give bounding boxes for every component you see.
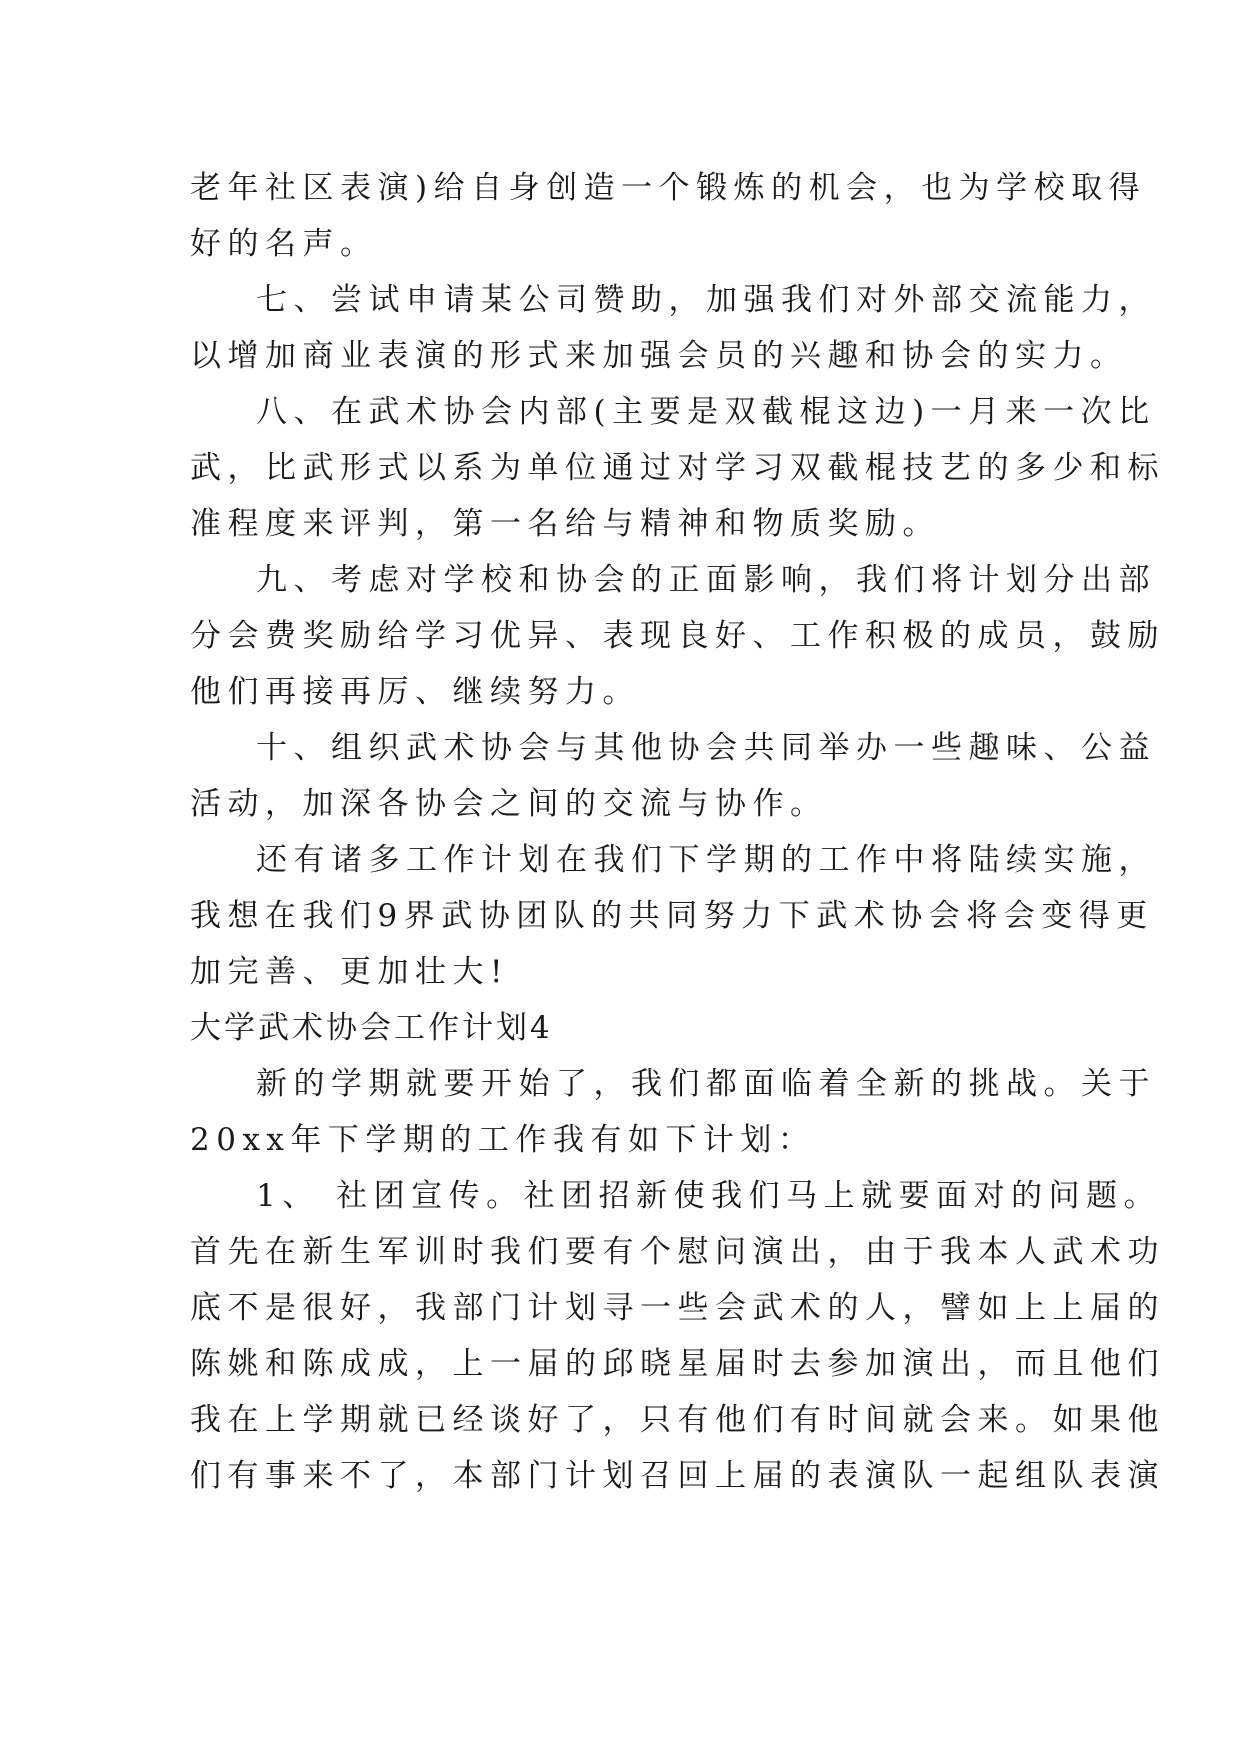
text-line-15: 加完善、更加壮大!	[190, 954, 509, 990]
text-line-22: 陈姚和陈成成，上一届的邱晓星届时去参加演出，而且他们	[190, 1346, 1165, 1382]
text-line-18: 20xx年下学期的工作我有如下计划：	[190, 1122, 816, 1158]
text-line-2: 好的名声。	[190, 226, 378, 262]
text-line-21: 底不是很好，我部门计划寻一些会武术的人，譬如上上届的	[190, 1290, 1165, 1326]
item-1-paragraph: 1、 社团宣传。社团招新使我们马上就要面对的问题。	[256, 1178, 1162, 1214]
document-body	[190, 160, 1165, 1504]
closing-paragraph: 还有诸多工作计划在我们下学期的工作中将陆续实施，	[256, 842, 1156, 878]
item-7-paragraph: 七、尝试申请某公司赞助，加强我们对外部交流能力，	[256, 282, 1156, 318]
text-line-1: 老年社区表演)给自身创造一个锻炼的机会，也为学校取得	[190, 170, 1147, 206]
text-line-4: 以增加商业表演的形式来加强会员的兴趣和协会的实力。	[190, 338, 1128, 374]
text-line-7: 准程度来评判，第一名给与精神和物质奖励。	[190, 506, 940, 542]
item-9-paragraph: 九、考虑对学校和协会的正面影响，我们将计划分出部	[256, 562, 1156, 598]
intro-paragraph: 新的学期就要开始了，我们都面临着全新的挑战。关于	[256, 1066, 1156, 1102]
item-8-paragraph: 八、在武术协会内部(主要是双截棍这边)一月来一次比	[256, 394, 1156, 430]
text-line-6: 武，比武形式以系为单位通过对学习双截棍技艺的多少和标	[190, 450, 1165, 486]
text-line-23: 我在上学期就已经谈好了，只有他们有时间就会来。如果他	[190, 1402, 1165, 1438]
text-line-20: 首先在新生军训时我们要有个慰问演出，由于我本人武术功	[190, 1234, 1165, 1270]
text-line-9: 分会费奖励给学习优异、表现良好、工作积极的成员，鼓励	[190, 618, 1165, 654]
text-line-14: 我想在我们9界武协团队的共同努力下武术协会将会变得更	[190, 898, 1154, 934]
text-line-24: 们有事来不了，本部门计划召回上届的表演队一起组队表演	[190, 1458, 1165, 1494]
item-10-paragraph: 十、组织武术协会与其他协会共同举办一些趣味、公益	[256, 730, 1156, 766]
text-line-10: 他们再接再厉、继续努力。	[190, 674, 640, 710]
text-line-12: 活动，加深各协会之间的交流与协作。	[190, 786, 828, 822]
section-heading: 大学武术协会工作计划4	[190, 1010, 553, 1046]
